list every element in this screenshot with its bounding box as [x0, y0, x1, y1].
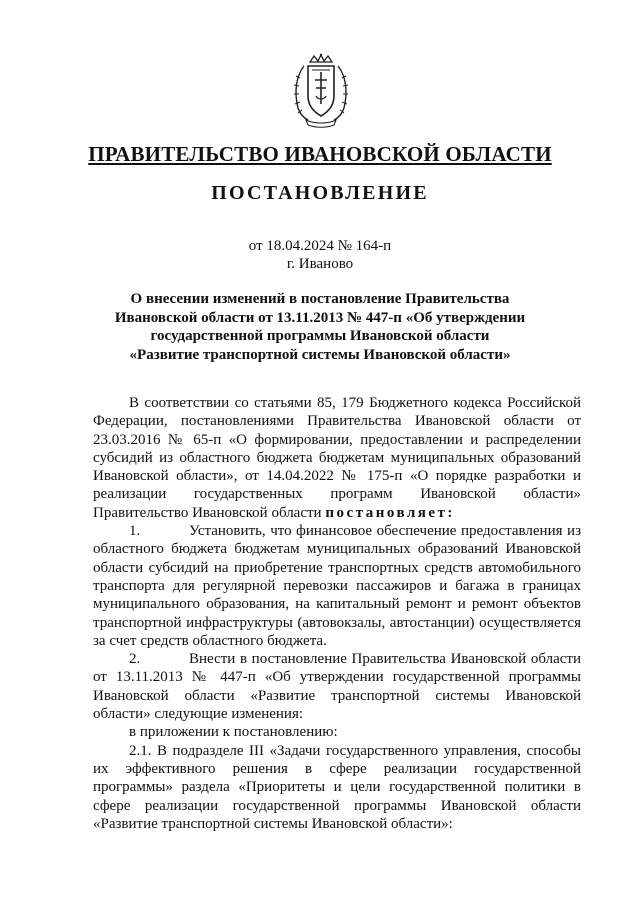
- item-2-1-paragraph: 2.1. В подразделе III «Задачи государственного управления, способы их эффективного решения в сфере реализации государственной программы» раздела «Приоритеты и цели государственной политики в сфере реализации государственной программы Ивановской области «Развитие транспортной системы Ивановской области»:: [93, 742, 581, 832]
- coat-of-arms-icon: [290, 52, 352, 128]
- document-body: [93, 394, 581, 833]
- item-1-text: Установить, что финансовое обеспечение предоставления из областного бюджета бюджетам муниципальных образований Ивановской области субсидий на приобретение транспортных средств автомобильного транспорта для регулярной перевозки пассажиров и багажа в границах муниципального образования, на капитальный ремонт и ремонт объектов транспортной инфраструктуры (автовокзалы, автостанции) осуществляется за счет средств областного бюджета.: [93, 523, 581, 649]
- subject-line: Ивановской области от 13.11.2013 № 447-п «Об утверждении: [114, 309, 526, 326]
- item-2-number: 2.: [129, 651, 141, 668]
- item-2-sub-paragraph: в приложении к постановлению:: [129, 724, 338, 741]
- subject-line: О внесении изменений в постановление Правительства: [130, 291, 510, 307]
- document-type: ПОСТАНОВЛЕНИЕ: [211, 182, 429, 204]
- government-title: ПРАВИТЕЛЬСТВО ИВАНОВСКОЙ ОБЛАСТИ: [88, 142, 552, 166]
- preamble-paragraph: [93, 394, 581, 522]
- preamble-text: В соответствии со статьями 85, 179 Бюджетного кодекса Российской Федерации, постановлениями Правительства Ивановской области от 23.03.2016 № 65-п «О формировании, предоставлении и распределении субсидий из областного бюджета бюджетам муниципальных образований Ивановской области», от 14.04.2022 № 175-п «О порядке разработки и реализации государственных программ Ивановской области» Правительство Ивановской области: [93, 395, 581, 521]
- subject-line: государственной программы Ивановской области: [150, 328, 490, 344]
- document-date-number: от 18.04.2024 № 164-п: [248, 238, 392, 254]
- item-1-paragraph: [93, 522, 581, 650]
- item-2-text: Внести в постановление Правительства Ивановской области от 13.11.2013 № 447-п «Об утверждении государственной программы Ивановской области «Развитие транспортной системы Ивановской области» следующие изменения:: [93, 651, 581, 723]
- item-1-number: 1.: [129, 523, 141, 540]
- document-subject: [100, 290, 540, 364]
- decree-word: постановляет:: [325, 504, 455, 521]
- subject-line: «Развитие транспортной системы Ивановской области»: [129, 346, 511, 363]
- document-city: г. Иваново: [286, 256, 354, 272]
- item-2-paragraph: [93, 650, 581, 723]
